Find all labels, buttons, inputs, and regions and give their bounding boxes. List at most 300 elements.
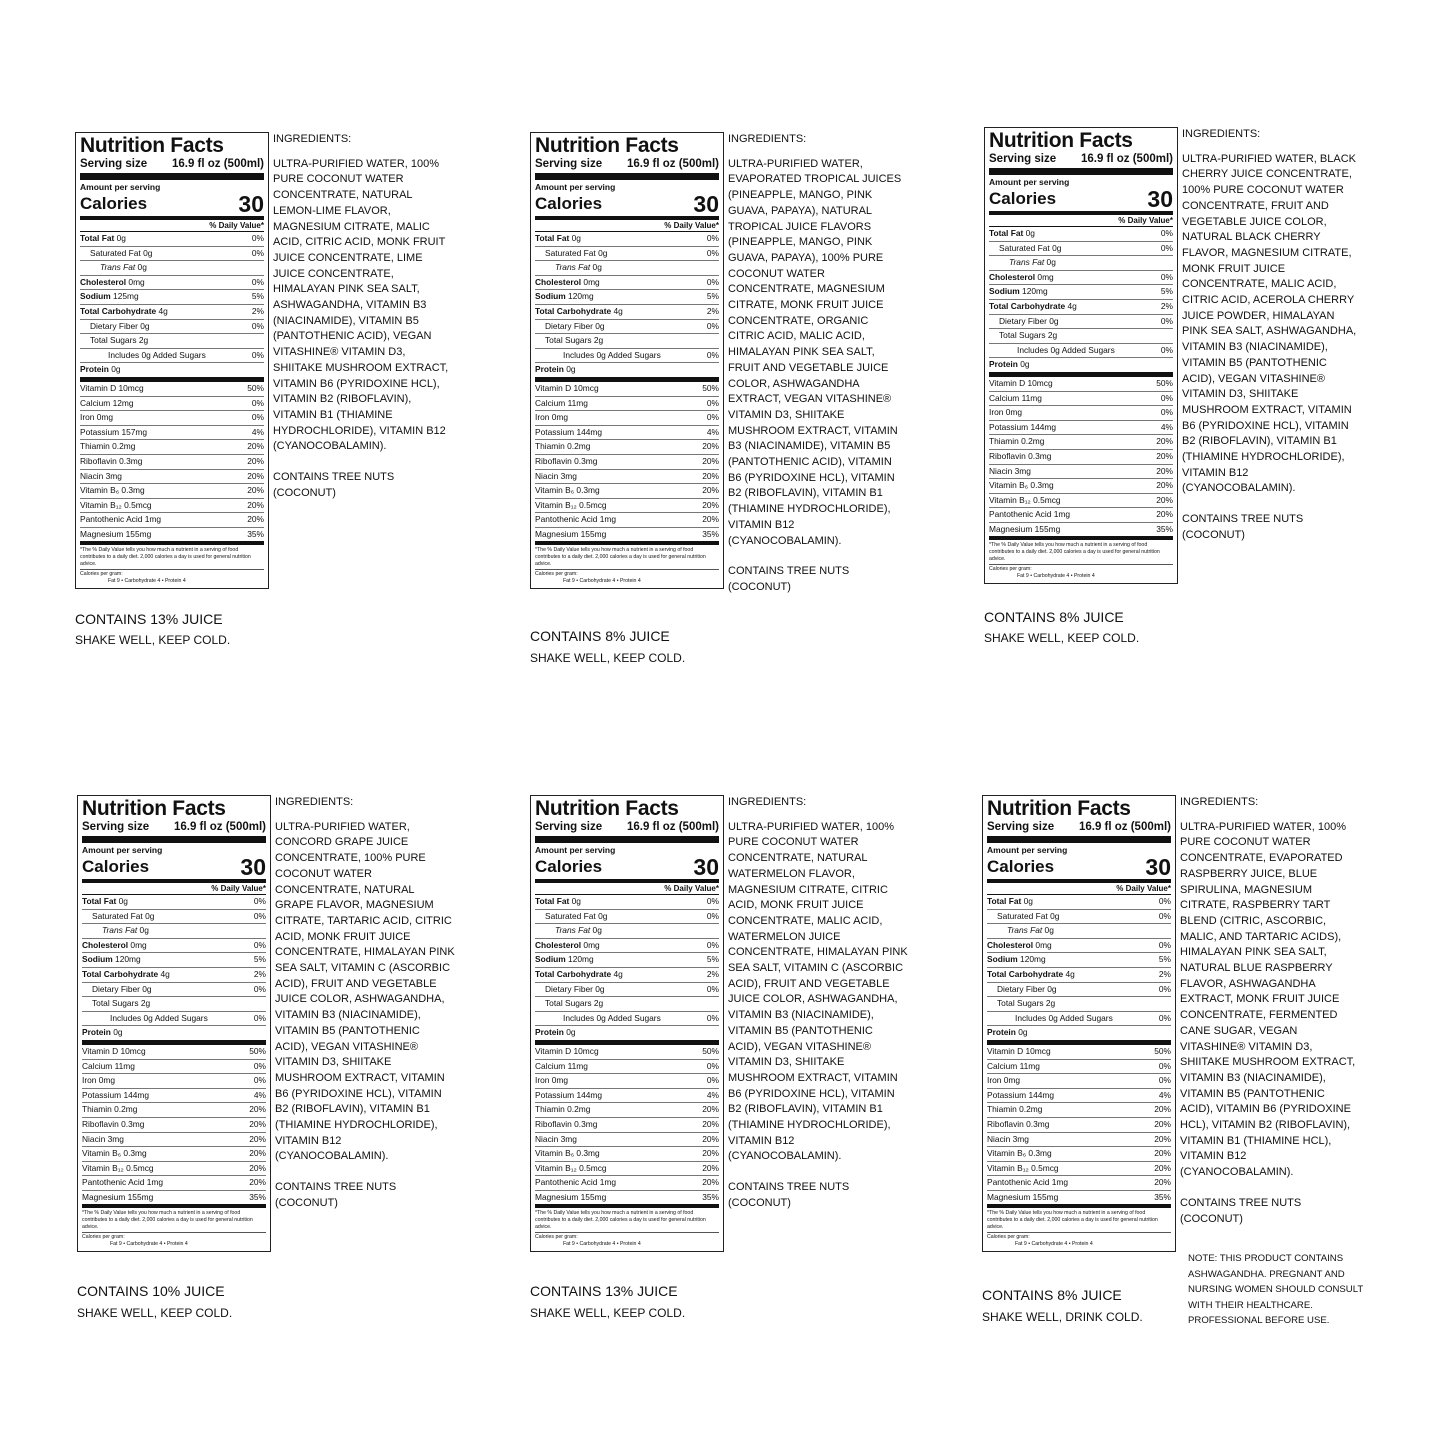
nutrient-row [80,382,264,397]
nutrient-name [535,513,616,527]
nutrient-amount: 0g [566,1027,576,1038]
nutrient-label: Total Sugars [545,998,592,1009]
nutrient-row [989,227,1173,242]
nutrient-amount: 0.3mg [121,1118,145,1129]
ingredients-list: ULTRA-PURIFIED WATER, CONCORD GRAPE JUICE CONCENTRATE, 100% PURE COCONUT WATER CONCENTRATE, NATURAL GRAPE FLAVOR, MAGNESIUM CITRATE, TARTARIC ACID, CITRIC ACID, MONK FRUIT JUICE CONCENTRATE, HIMALAYAN PINK SEA SALT, VITAMIN C (ASCORBIC ACID), FRUIT AND VEGETABLE JUICE COLOR, ASHWAGANDHA, VITAMIN B3 (NIACINAMIDE), VITAMIN B5 (PANTOTHENIC ACID), VEGAN VITASHINE® VITAMIN D3, SHIITAKE MUSHROOM EXTRACT, VITAMIN B6 (PYRIDOXINE HCL), VITAMIN B2 (RIBOFLAVIN), VITAMIN B1 (THIAMINE HYDROCHLORIDE), VITAMIN B12 (CYANOCOBALAMIN). [275,820,455,1163]
nutrient-name [535,1026,576,1040]
nutrient-dv: 20% [1154,1148,1171,1159]
nutrient-name [989,256,1056,270]
nutrient-dv: 0% [253,1012,266,1023]
nutrient-name [989,377,1053,391]
nutrient-dv: 2% [1160,300,1173,311]
nutrient-dv: 35% [1156,523,1173,534]
nutrient-name [535,939,600,953]
calories-value: 30 [1147,186,1173,212]
nutrition-facts-label [984,127,1178,584]
nutrient-row [80,276,264,291]
serving-size-value: 16.9 fl oz (500ml) [626,158,719,170]
nutrient-amount: 155mg [1034,523,1061,534]
nutrient-row [82,1147,266,1162]
nutrient-label: Potassium [987,1089,1027,1100]
nutrient-label: Potassium [535,426,575,437]
nutrient-amount: 0g [598,910,608,921]
nutrient-dv: 0% [1158,1075,1171,1086]
calories-per-gram-values: Fat 9 • Carbohydrate 4 • Protein 4 [108,578,186,585]
nutrient-name [987,953,1046,967]
nutrient-dv: 0% [253,1075,266,1086]
nutrient-amount: 120mg [1022,286,1048,297]
daily-value-footnote: *The % Daily Value tells you how much a nutrient in a serving of food contributes to a daily diet. 2,000 calories a day is used for general nutrition advice. [82,1210,266,1233]
serving-size-value: 16.9 fl oz (500ml) [171,158,264,170]
nutrient-dv: 0% [706,247,719,258]
nutrient-row [535,997,719,1012]
nutrient-amount: 3mg [560,470,577,481]
nutrient-row [989,508,1173,523]
nutrient-amount: 11mg [567,397,588,408]
nutrient-dv: 20% [702,441,719,452]
nutrient-amount: 3mg [107,1133,124,1144]
nutrient-amount: 3mg [105,470,122,481]
nutrient-name [80,363,121,377]
calories-row [989,187,1173,215]
calories-label: Calories [987,857,1055,876]
nutrient-dv: 20% [249,1148,266,1159]
nutrient-label: Sodium [989,286,1020,297]
nutrient-name [82,1162,154,1176]
nutrient-label: Pantothenic Acid [80,514,143,525]
nutrient-name [989,242,1061,256]
nutrient-dv: 4% [1158,1089,1171,1100]
nutrition-facts-label [982,795,1176,1252]
nutrient-row [987,1191,1171,1209]
nutrient-label: Calcium [535,1060,566,1071]
nutrient-dv: 20% [702,1118,719,1129]
serving-size-label: Serving size [535,158,603,170]
nutrient-name [535,426,602,440]
nutrient-label: Total Carbohydrate [989,300,1066,311]
nutrient-dv: 0% [251,412,264,423]
nutrient-label: Protein [987,1027,1016,1038]
daily-value-header: % Daily Value* [987,883,1171,895]
nutrient-dv: 20% [1154,1133,1171,1144]
nutrient-name [989,508,1070,522]
nutrient-dv: 50% [1154,1045,1171,1056]
nutrient-label: Includes 0g Added Sugars [110,1012,208,1023]
nutrient-amount: 0g [1025,228,1035,238]
nutrient-row [535,895,719,910]
nutrient-row [987,939,1171,954]
nutrient-name [987,1176,1068,1190]
nutrient-label: Saturated Fat [545,910,596,921]
nutrient-row [535,513,719,528]
nutrient-name [987,1118,1049,1132]
nutrient-label: Protein [535,1027,564,1038]
nutrient-amount: 0.2mg [112,441,136,452]
nutrient-dv: 20% [1156,465,1173,476]
nutrient-row [535,232,719,247]
allergen-statement: CONTAINS TREE NUTS (COCONUT) [275,1181,397,1209]
nutrient-dv: 4% [253,1089,266,1100]
nutrient-label: Saturated Fat [90,247,141,258]
nutrient-amount: 0g [1047,983,1057,994]
nutrient-name [535,232,581,246]
serving-size-value: 16.9 fl oz (500ml) [173,821,266,833]
nutrient-row [535,363,719,382]
nutrient-dv: 5% [251,291,264,302]
nutrient-row [535,305,719,320]
nutrient-label: Sodium [80,291,111,302]
nutrient-row [82,997,266,1012]
nutrient-dv: 50% [702,1045,719,1056]
nutrient-row [82,1162,266,1177]
nutrient-name [987,983,1057,997]
nutrient-amount: 3mg [1014,465,1031,476]
nutrient-name [80,426,147,440]
nutrient-dv: 20% [247,470,264,481]
nutrient-row [82,968,266,983]
nutrient-name [82,1026,123,1040]
nutrient-dv: 20% [249,1133,266,1144]
nutrient-label: Total Sugars [90,335,137,346]
nutrient-name [989,523,1060,537]
calories-per-gram-values: Fat 9 • Carbohydrate 4 • Protein 4 [563,1241,641,1248]
nutrient-amount: 0g [1020,359,1030,370]
nutrient-amount: 0g [598,247,608,258]
daily-value-footnote: *The % Daily Value tells you how much a nutrient in a serving of food contributes to a daily diet. 2,000 calories a day is used for general nutrition advice. [80,547,264,570]
nutrient-label: Protein [80,364,109,375]
amount-per-serving: Amount per serving [535,845,616,855]
nutrient-dv: 2% [706,305,719,316]
serving-size-value: 16.9 fl oz (500ml) [1078,821,1171,833]
nutrient-amount: 0g [143,247,153,258]
nutrient-amount: 0.3mg [123,1148,147,1159]
ingredients-list: ULTRA-PURIFIED WATER, 100% PURE COCONUT WATER CONCENTRATE, EVAPORATED RASPBERRY JUICE, BLUE SPIRULINA, MAGNESIUM CITRATE, RASPBERRY TART BLEND (CITRIC, ASCORBIC, MALIC, AND TARTARIC ACIDS), HIMALAYAN PINK SEA SALT, NATURAL BLUE RASPBERRY FLAVOR, ASHWAGANDHA EXTRACT, MONK FRUIT JUICE CONCENTRATE, FERMENTED CANE SUGAR, VEGAN VITASHINE® VITAMIN D3, SHIITAKE MUSHROOM EXTRACT, VITAMIN B3 (NIACINAMIDE), VITAMIN B5 (PANTOTHENIC ACID), VITAMIN B6 (PYRIDOXINE HCL), VITAMIN B2 (RIBOFLAVIN), VITAMIN B1 (THIAMINE HCL), VITAMIN B12 (CYANOCOBALAMIN). [1180,820,1356,1179]
nutrient-dv: 0% [1160,242,1173,253]
nutrient-row [987,1118,1171,1133]
ingredients-block [728,795,908,1212]
nutrient-amount: 2g [593,335,604,346]
nutrient-amount: 0.2mg [567,1104,591,1115]
nutrient-row [987,1103,1171,1118]
nutrient-amount: 10mcg [573,1045,599,1056]
nutrient-name [989,392,1042,406]
nutrient-name [535,1191,606,1205]
nutrient-label: Includes 0g Added Sugars [563,1012,661,1023]
nutrient-row [82,1133,266,1148]
product-panel [984,127,1434,687]
nutrient-label: Thiamin [989,436,1019,447]
calories-value: 30 [1145,854,1171,880]
nutrient-label: Cholesterol [82,939,129,950]
nutrient-row [989,344,1173,359]
ingredients-block [273,132,453,501]
nutrient-name [535,997,603,1011]
nutrient-row [535,968,719,983]
nutrient-row [535,1191,719,1209]
calories-label: Calories [82,857,150,876]
calories-per-gram [535,1234,719,1248]
nutrient-amount: 10mcg [1027,377,1053,388]
nutrient-label: Vitamin B₆ [82,1148,122,1159]
nutrient-dv: 5% [706,291,719,302]
nutrient-dv: 4% [706,426,719,437]
nutrient-row [987,968,1171,983]
nutrient-row [80,470,264,485]
nutrient-row [535,397,719,412]
nutrient-amount: 155mg [125,528,152,539]
nutrient-amount: 3mg [1012,1133,1029,1144]
nutrient-amount: 0g [118,896,128,906]
nutrient-row [80,247,264,262]
nutrient-dv: 2% [706,968,719,979]
nutrient-amount: 2g [138,335,149,346]
nutrient-row [987,1133,1171,1148]
nutrient-row [82,1176,266,1191]
juice-content: CONTAINS 13% JUICE [530,1283,678,1299]
nutrient-dv: 2% [251,305,264,316]
nutrient-row [535,1118,719,1133]
nutrient-row [535,939,719,954]
nutrient-amount: 157mg [121,426,148,437]
nutrient-label: Cholesterol [535,939,582,950]
nutrient-label: Vitamin D [82,1045,119,1056]
nutrient-row [535,349,719,364]
nutrient-amount: 0.3mg [574,1118,598,1129]
nutrient-row [987,953,1171,968]
nutrient-name [535,924,602,938]
nutrient-label: Vitamin B₆ [535,1148,575,1159]
nutrient-amount: 120mg [568,954,594,965]
nutrient-amount: 12mg [112,397,134,408]
nutrient-label: Total Sugars [999,330,1046,341]
nutrient-amount: 0g [137,262,147,273]
nutrient-dv: 0% [706,412,719,423]
nutrient-row [82,1191,266,1209]
nutrient-row [535,1060,719,1075]
nutrient-dv: 0% [706,233,719,243]
nutrient-dv: 50% [1156,377,1173,388]
ingredients-list: ULTRA-PURIFIED WATER, 100% PURE COCONUT WATER CONCENTRATE, NATURAL LEMON-LIME FLAVOR, MAGNESIUM CITRATE, MALIC ACID, CITRIC ACID, MONK FRUIT JUICE CONCENTRATE, LIME JUICE CONCENTRATE, HIMALAYAN PINK SEA SALT, ASHWAGANDHA, VITAMIN B3 (NIACINAMIDE), VITAMIN B5 (PANTOTHENIC ACID), VEGAN VITASHINE® VITAMIN D3, SHIITAKE MUSHROOM EXTRACT, VITAMIN B6 (PYRIDOXINE HCL), VITAMIN B2 (RIBOFLAVIN), VITAMIN B1 (THIAMINE HYDROCHLORIDE), VITAMIN B12 (CYANOCOBALAMIN). [273,157,449,453]
nutrient-name [80,397,134,411]
nutrient-dv: 20% [249,1118,266,1129]
nutrient-name [989,300,1077,314]
nutrient-row [535,953,719,968]
nutrient-dv: 35% [249,1191,266,1202]
calories-value: 30 [240,854,266,880]
nutrient-name [989,435,1044,449]
nutrient-amount: 120mg [1020,954,1046,965]
nutrient-row [535,1162,719,1177]
nutrient-row [987,1176,1171,1191]
nutrient-row [535,440,719,455]
nutrient-amount: 3mg [560,1133,577,1144]
nutrient-amount: 0mg [1037,271,1054,282]
nutrient-label: Magnesium [80,528,124,539]
ingredients-heading: INGREDIENTS: [275,796,354,808]
nutrient-row [82,1026,266,1045]
nutrient-dv: 20% [1154,1104,1171,1115]
nutrient-label: Magnesium [989,523,1033,534]
nutrient-dv: 20% [1156,450,1173,461]
calories-per-gram-values: Fat 9 • Carbohydrate 4 • Protein 4 [110,1241,188,1248]
nutrient-label: Magnesium [535,1191,579,1202]
nutrient-row [82,1103,266,1118]
nutrient-dv: 20% [1156,509,1173,520]
nutrient-name [989,421,1056,435]
nutrient-dv: 20% [1154,1177,1171,1188]
nutrient-amount: 0g [1018,1027,1028,1038]
nutrient-name [80,261,147,275]
nutrient-label: Iron [535,412,550,423]
nutrient-name [535,1176,616,1190]
nutrient-name [535,1147,600,1161]
nutrient-row [80,349,264,364]
nutrient-row [82,983,266,998]
nutrient-row [535,1176,719,1191]
nutrient-label: Thiamin [535,1104,565,1115]
calories-label: Calories [535,857,603,876]
nutrient-label: Saturated Fat [545,247,596,258]
nutrient-amount: 0.5mcg [579,1162,607,1173]
nutrient-name [80,470,122,484]
nutrient-dv: 0% [251,276,264,287]
nutrient-row [989,421,1173,436]
nutrient-dv: 20% [702,1104,719,1115]
nutrient-amount: 0.5mcg [124,499,152,510]
nutrient-name [80,320,150,334]
nutrient-amount: 1mg [1051,1177,1069,1188]
nutrient-row [80,528,264,546]
nutrient-name [535,499,607,513]
nutrient-label: Dietary Fiber [999,315,1047,326]
nutrient-row [989,479,1173,494]
juice-content: CONTAINS 13% JUICE [75,611,223,627]
nutrient-amount: 4g [613,305,623,316]
nutrient-row [989,523,1173,541]
nutrient-amount: 144mg [576,426,603,437]
nutrient-amount: 0.5mcg [126,1162,154,1173]
nutrient-name [535,953,594,967]
nutrient-label: Riboflavin [989,450,1026,461]
storage-instruction: SHAKE WELL, KEEP COLD. [530,1306,686,1320]
calories-per-gram-label: Calories per gram: [987,1234,1030,1241]
nutrient-row [987,1147,1171,1162]
calories-value: 30 [693,854,719,880]
nutrient-dv: 5% [1158,954,1171,965]
nutrition-facts-label [530,795,724,1252]
nutrient-row [80,232,264,247]
nutrient-amount: 0g [1049,315,1059,326]
nutrient-name [82,1089,149,1103]
nutrient-row [80,440,264,455]
nutrient-label: Vitamin D [535,382,572,393]
nutrient-dv: 0% [251,320,264,331]
calories-per-gram [989,566,1173,580]
nutrient-name [987,997,1055,1011]
nutrient-row [989,392,1173,407]
nutrient-dv: 2% [253,968,266,979]
nutrient-row [989,256,1173,271]
storage-instruction: SHAKE WELL, KEEP COLD. [75,633,231,647]
nutrient-row [80,320,264,335]
nutrient-row [989,329,1173,344]
serving-size-row [987,820,1171,843]
serving-size-row [535,157,719,180]
nutrient-dv: 0% [1158,939,1171,950]
nutrient-name [80,440,135,454]
nutrient-name [535,363,576,377]
nutrient-row [989,315,1173,330]
nutrition-facts-label [75,132,269,589]
nutrient-amount: 0.3mg [576,485,600,496]
nutrient-row [987,895,1171,910]
nutrient-name [80,276,145,290]
nutrient-label: Vitamin D [987,1045,1024,1056]
nutrient-name [987,895,1033,909]
nutrient-amount: 0.3mg [576,1148,600,1159]
daily-value-header: % Daily Value* [535,220,719,232]
ingredients-block [275,795,455,1212]
nutrient-label: Pantothenic Acid [535,1177,598,1188]
nutrient-amount: 0.2mg [114,1104,138,1115]
nutrient-amount: 144mg [1030,421,1057,432]
nutrient-row [989,242,1173,257]
nutrient-dv: 0% [1160,315,1173,326]
ingredients-block [1180,795,1360,1227]
nutrient-label: Trans Fat [555,262,591,273]
daily-value-footnote: *The % Daily Value tells you how much a nutrient in a serving of food contributes to a daily diet. 2,000 calories a day is used for general nutrition advice. [989,542,1173,565]
calories-per-gram [535,571,719,585]
amount-per-serving: Amount per serving [989,177,1070,187]
nutrient-row [80,261,264,276]
nutrient-row [535,1133,719,1148]
nutrition-facts-title: Nutrition Facts [987,797,1131,820]
amount-per-serving: Amount per serving [987,845,1068,855]
nutrient-dv: 5% [253,954,266,965]
nutrient-name [535,440,590,454]
calories-per-gram-label: Calories per gram: [80,571,123,578]
nutrient-row [82,1012,266,1027]
nutrient-name [82,953,141,967]
nutrient-label: Vitamin D [535,1045,572,1056]
nutrient-label: Potassium [82,1089,122,1100]
nutrient-row [82,895,266,910]
nutrient-row [535,276,719,291]
nutrient-amount: 2g [1047,330,1058,341]
nutrient-name [80,334,148,348]
nutrient-label: Pantothenic Acid [535,514,598,525]
nutrient-label: Riboflavin [987,1118,1024,1129]
nutrient-amount: 11mg [1021,392,1042,403]
nutrient-label: Total Sugars [997,998,1044,1009]
nutrient-row [82,953,266,968]
nutrient-label: Saturated Fat [997,910,1048,921]
nutrient-name [82,1147,147,1161]
nutrient-amount: 0mg [551,1075,569,1086]
nutrient-dv: 0% [706,1075,719,1086]
nutrient-row [535,455,719,470]
nutrient-label: Iron [989,407,1004,418]
nutrient-dv: 35% [702,1191,719,1202]
nutrient-dv: 4% [706,1089,719,1100]
nutrient-amount: 0.3mg [1030,480,1054,491]
nutrient-row [535,924,719,939]
nutrient-amount: 11mg [567,1060,588,1071]
calories-per-gram-label: Calories per gram: [82,1234,125,1241]
nutrient-name [535,1103,590,1117]
nutrient-row [987,1089,1171,1104]
nutrient-label: Protein [82,1027,111,1038]
